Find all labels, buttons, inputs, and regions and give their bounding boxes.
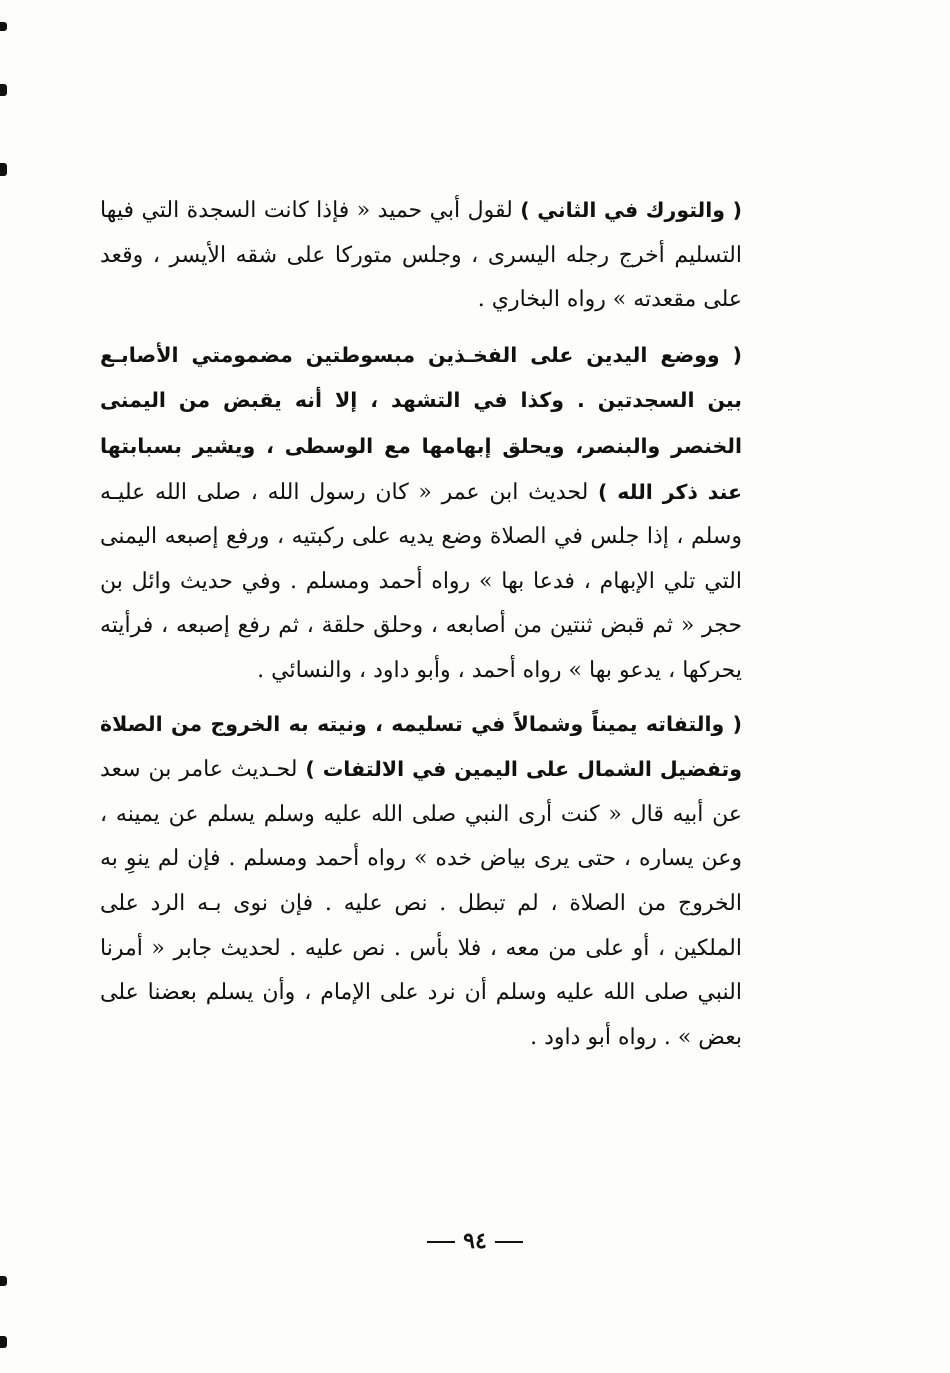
paragraph-heading: ( ووضع اليدين على الفخـذين مبسوطتين مضمومتي الأصابـع بين السجدتين . وكذا في التشهد ، إلا أنه يقبض من اليمنى الخنصر والبنصر، ويحلق إبهامها مع الوسطى ، ويشير بسبابتها عند ذكر الله ) [100, 342, 743, 504]
dash-left [427, 1241, 455, 1243]
paragraph [100, 333, 742, 694]
paragraph-body: لحـديث عامر بن سعد عن أبيه قال « كنت أرى النبي صلى الله عليه وسلم يسلم عن يمينه ، وعن يساره ، حتى يرى بياض خده » رواه أحمد ومسلم . فإن لم ينوِ به الخروج من الصلاة ، لم تبطل . نص عليه . فإن نوى بـه الرد على الملكين ، أو على من معه ، فلا بأس . نص عليه . لحديث جابر « أمرنا النبي صلى الله عليه وسلم أن نرد على الإمام ، وأن يسلم بعضنا على بعض » . رواه أبو داود . [100, 757, 742, 1050]
paragraph [100, 188, 742, 323]
paragraph [100, 702, 742, 1061]
paragraph-body: لقول أبي حميد « فإذا كانت السجدة التي فيها التسليم أخرج رجله اليسرى ، وجلس متوركا على شقه الأيسر ، وقعد على مقعدته » رواه البخاري . [100, 198, 742, 313]
page-number [0, 1228, 950, 1254]
scan-edge-mark [0, 1276, 7, 1286]
scan-edge-mark [0, 84, 7, 96]
body-text [100, 188, 742, 1060]
paragraph-heading: ( والتفاته يميناً وشمالاً في تسليمه ، ونيته به الخروج من الصلاة وتفضيل الشمال على اليمين في الالتفات ) [100, 711, 742, 782]
scan-edge-mark [0, 22, 7, 31]
scan-edge-mark [0, 163, 7, 176]
dash-right [495, 1241, 523, 1243]
paragraph-body: لحديث ابن عمر « كان رسول الله ، صلى الله عليـه وسلم ، إذا جلس في الصلاة وضع يديه على ركبتيه ، ورفع إصبعه اليمنى التي تلي الإبهام ، فدعا بها » رواه أحمد ومسلم . وفي حديث وائل بن حجر « ثم قبض ثنتين من أصابعه ، وحلق حلقة ، ثم رفع إصبعه ، فرأيته يحركها ، يدعو بها » رواه أحمد ، وأبو داود ، والنسائي . [100, 479, 742, 683]
page-number-value: ٩٤ [463, 1228, 487, 1254]
paragraph-heading: ( والتورك في الثاني ) [520, 198, 742, 222]
scan-edge-mark [0, 1336, 7, 1348]
